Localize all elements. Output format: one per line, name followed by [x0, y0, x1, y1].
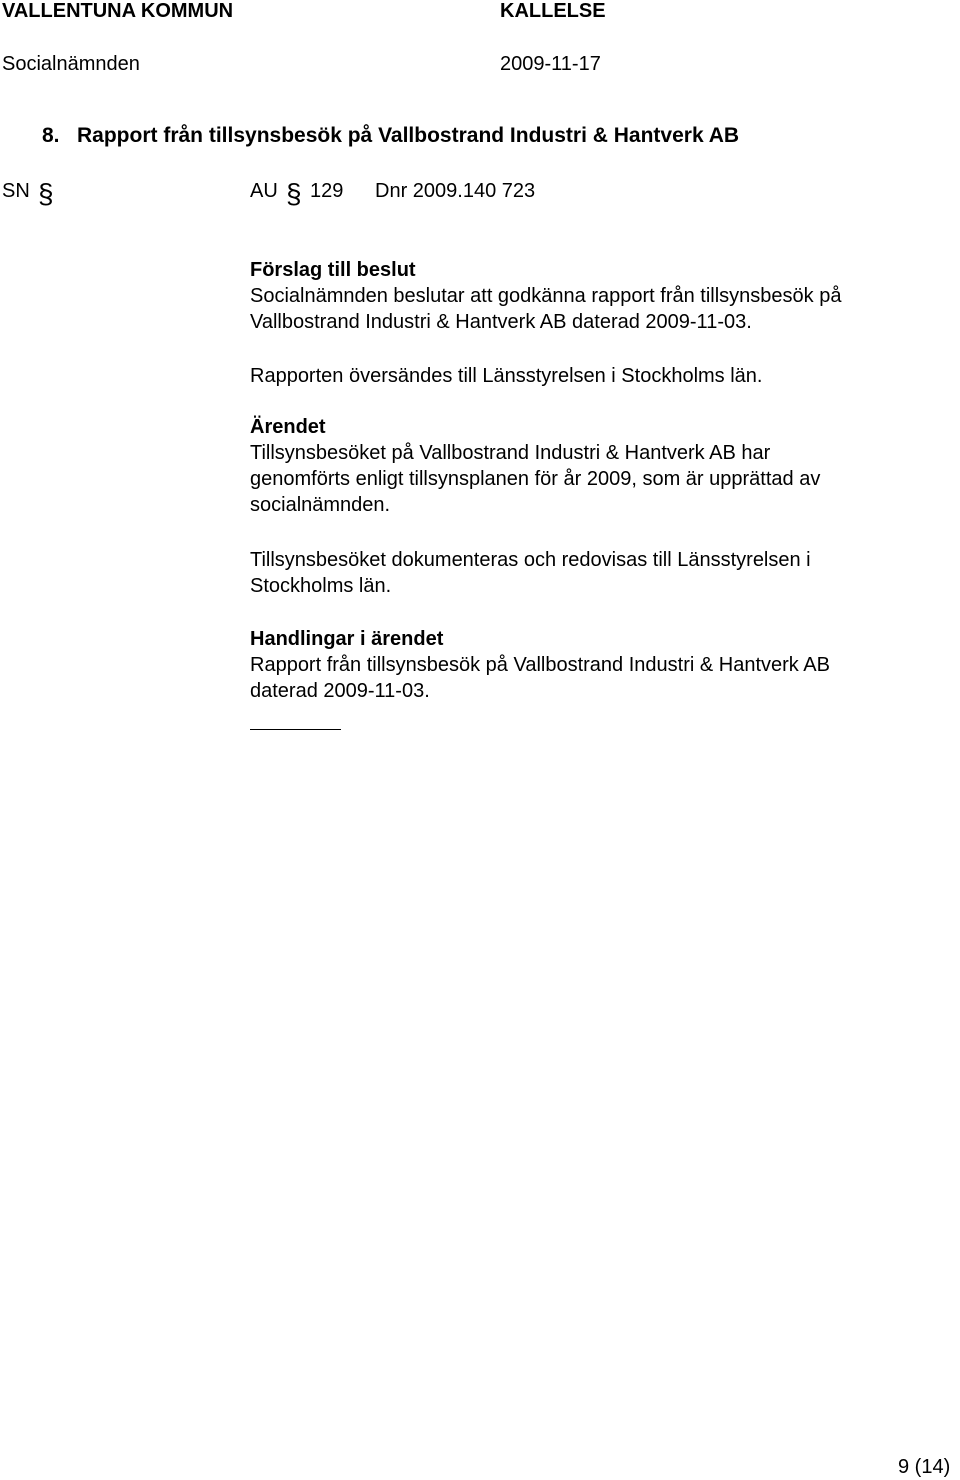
page-number: 9 (14)	[898, 1456, 951, 1478]
proposal-second	[250, 363, 940, 389]
dnr-number: Dnr 2009.140 723	[375, 180, 536, 202]
proposal-second-line: Rapporten översändes till Länsstyrelsen i Stockholms län.	[250, 365, 763, 387]
documents-heading: Handlingar i ärendet	[250, 628, 444, 650]
documents-section	[250, 626, 940, 704]
matter-line: socialnämnden.	[250, 494, 391, 516]
au-number: 129	[310, 180, 344, 202]
end-rule	[250, 729, 341, 730]
org-name: VALLENTUNA KOMMUN	[2, 0, 234, 22]
document-type: KALLELSE	[500, 0, 606, 22]
item-title: Rapport från tillsynsbesök på Vallbostrand Industri & Hantverk AB	[77, 124, 740, 147]
proposal-heading: Förslag till beslut	[250, 259, 416, 281]
committee-name: Socialnämnden	[2, 53, 140, 75]
documents-line: Rapport från tillsynsbesök på Vallbostrand Industri & Hantverk AB	[250, 654, 830, 676]
matter-second-line: Tillsynsbesöket dokumenteras och redovisas till Länsstyrelsen i	[250, 549, 811, 571]
matter-section	[250, 414, 940, 518]
proposal-line: Socialnämnden beslutar att godkänna rapport från tillsynsbesök på	[250, 285, 842, 307]
matter-second	[250, 547, 940, 599]
matter-line: Tillsynsbesöket på Vallbostrand Industri & Hantverk AB har	[250, 442, 771, 464]
section-sign: §	[38, 178, 54, 209]
matter-heading: Ärendet	[250, 416, 326, 438]
header-date: 2009-11-17	[500, 53, 601, 75]
proposal-section	[250, 257, 940, 335]
sn-label: SN	[2, 180, 30, 202]
matter-line: genomförts enligt tillsynsplanen för år 2009, som är upprättad av	[250, 468, 821, 490]
proposal-line: Vallbostrand Industri & Hantverk AB daterad 2009-11-03.	[250, 311, 752, 333]
au-label: AU	[250, 180, 278, 202]
matter-second-line: Stockholms län.	[250, 575, 392, 597]
au-section-sign: §	[286, 178, 302, 209]
documents-line: daterad 2009-11-03.	[250, 680, 430, 702]
item-number: 8.	[42, 124, 60, 147]
